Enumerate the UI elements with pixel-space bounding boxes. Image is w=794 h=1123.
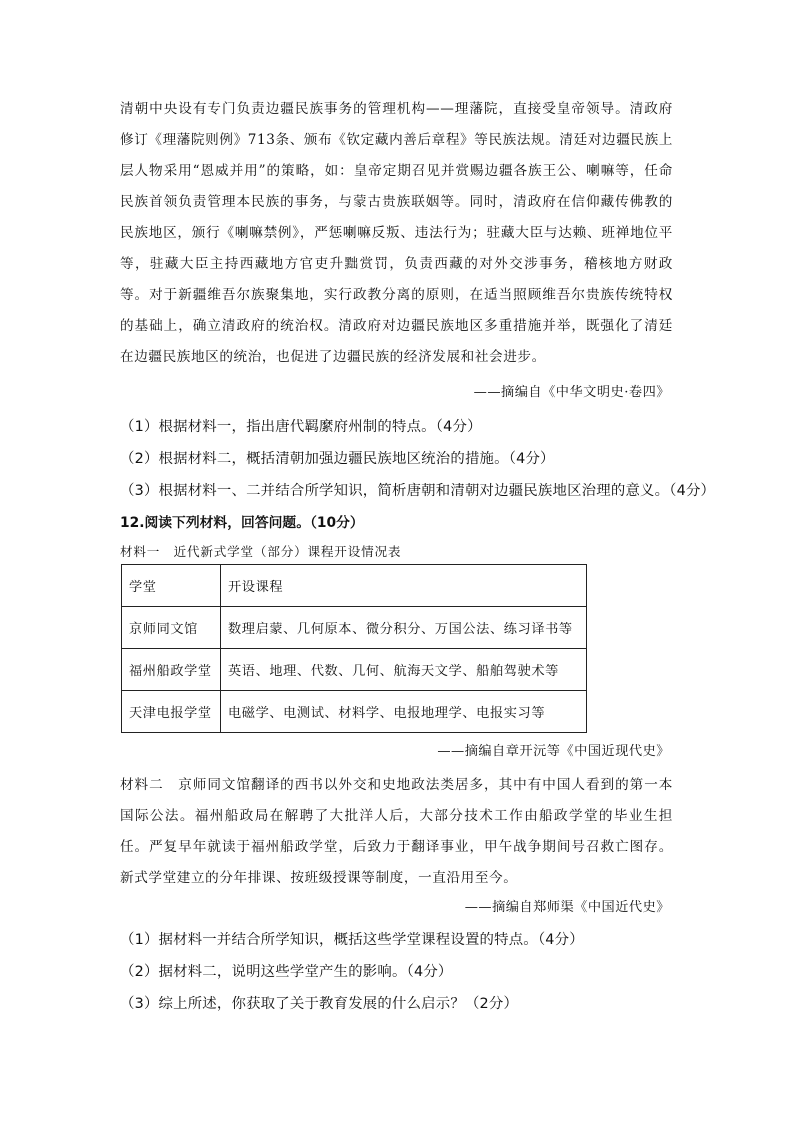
table-cell-school: 福州船政学堂 <box>122 649 221 691</box>
table-header-row <box>122 565 587 607</box>
source-citation: ——摘编自郑师渠《中国近代史》 <box>464 900 670 915</box>
table-header-cell: 开设课程 <box>221 565 587 607</box>
table-row <box>122 607 587 649</box>
table-cell-courses: 英语、地理、代数、几何、航海天文学、船舶驾驶术等 <box>221 649 587 691</box>
question-12-heading: 12.阅读下列材料，回答问题。（10分） <box>120 515 364 531</box>
material2-paragraph: 材料二 京师同文馆翻译的西书以外交和史地政法类居多，其中有中国人看到的第一本国际公法。福州船政局在解聘了大批洋人后，大部分技术工作由船政学堂的毕业生担任。严复早年就读于福州船政学堂，后致力于翻译事业，甲午战争期间号召救亡图存。新式学堂建立的分年排课、按班级授课等制度，一直沿用至今。 <box>120 777 673 886</box>
source-citation: ——摘编自章开沅等《中国近现代史》 <box>437 744 670 759</box>
table-row <box>122 691 587 733</box>
table-header-cell: 学堂 <box>122 565 221 607</box>
table-row <box>122 649 587 691</box>
source-citation: ——摘编自《中华文明史·卷四》 <box>473 385 670 400</box>
table-cell-courses: 数理启蒙、几何原本、微分积分、万国公法、练习译书等 <box>221 607 587 649</box>
question-12-1: （1）据材料一并结合所学知识，概括这些学堂课程设置的特点。（4分） <box>120 932 584 948</box>
course-table <box>121 564 587 733</box>
question-11-3: （3）根据材料一、二并结合所学知识，简析唐朝和清朝对边疆民族地区治理的意义。（4分） <box>120 483 716 499</box>
question-11-1: （1）根据材料一，指出唐代羁縻府州制的特点。（4分） <box>120 419 482 435</box>
material1-caption: 材料一 近代新式学堂（部分）课程开设情况表 <box>120 544 402 559</box>
question-12-2: （2）据材料二，说明这些学堂产生的影响。（4分） <box>120 964 453 980</box>
table-cell-courses: 电磁学、电测试、材料学、电报地理学、电报实习等 <box>221 691 587 733</box>
material-paragraph-qing: 清朝中央设有专门负责边疆民族事务的管理机构——理藩院，直接受皇帝领导。清政府修订《理藩院则例》713条、颁布《钦定藏内善后章程》等民族法规。清廷对边疆民族上层人物采用“恩威并用”的策略，如：皇帝定期召见并赏赐边疆各族王公、喇嘛等，任命民族首领负责管理本民族的事务，与蒙古贵族联姻等。同时，清政府在信仰藏传佛教的民族地区，颁行《喇嘛禁例》，严惩喇嘛反叛、违法行为；驻藏大臣与达赖、班禅地位平等，驻藏大臣主持西藏地方官吏升黜赏罚，负责西藏的对外交涉事务，稽核地方财政等。对于新疆维吾尔族聚集地，实行政教分离的原则，在适当照顾维吾尔贵族传统特权的基础上，确立清政府的统治权。清政府对边疆民族地区多重措施并举，既强化了清廷在边疆民族地区的统治，也促进了边疆民族的经济发展和社会进步。 <box>120 101 673 365</box>
table-cell-school: 天津电报学堂 <box>122 691 221 733</box>
question-12-3: （3）综上所述，你获取了关于教育发展的什么启示？（2分） <box>120 996 519 1012</box>
question-11-2: （2）根据材料二，概括清朝加强边疆民族地区统治的措施。（4分） <box>120 451 555 467</box>
table-cell-school: 京师同文馆 <box>122 607 221 649</box>
